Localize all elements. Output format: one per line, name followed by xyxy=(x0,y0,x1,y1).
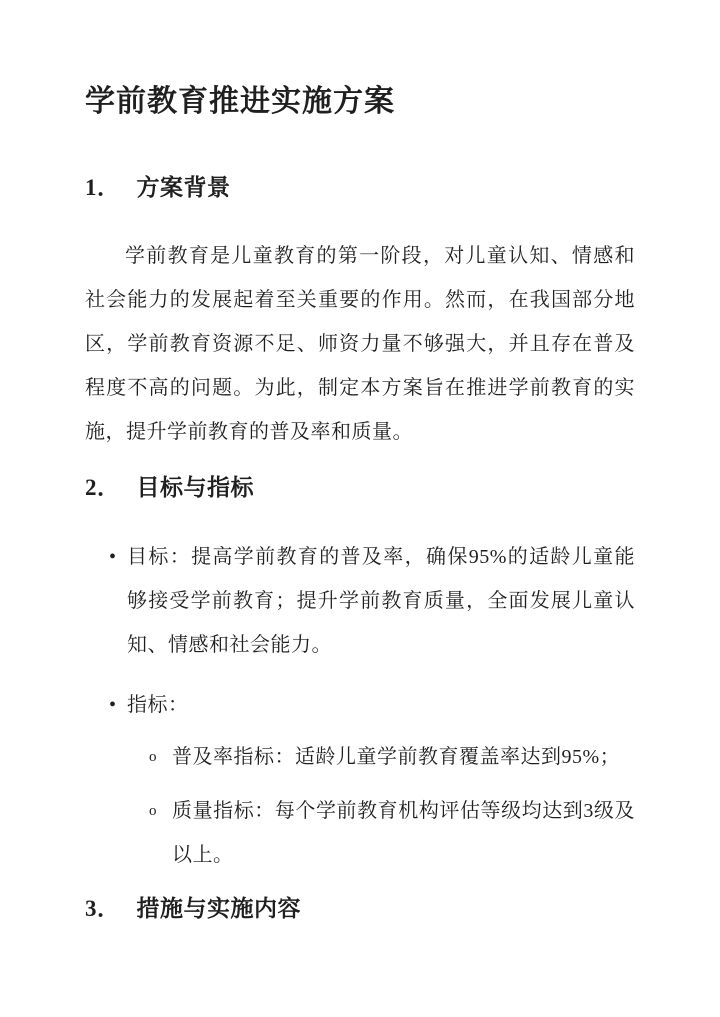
section-heading-background xyxy=(85,174,635,202)
sub-list-item-text: 质量指标：每个学前教育机构评估等级均达到3级及以上。 xyxy=(172,800,635,867)
list-item-text: 目标：提高学前教育的普及率，确保95%的适龄儿童能够接受学前教育；提升学前教育质量，全面发展儿童认知、情感和社会能力。 xyxy=(127,546,635,657)
section-number: 3． xyxy=(85,896,121,922)
goals-bullet-list xyxy=(85,535,635,877)
background-paragraph: 学前教育是儿童教育的第一阶段，对儿童认知、情感和社会能力的发展起着至关重要的作用。然而，在我国部分地区，学前教育资源不足、师资力量不够强大，并且存在普及程度不高的问题。为此，制定本方案旨在推进学前教育的实施，提升学前教育的普及率和质量。 xyxy=(85,244,635,443)
section-heading-text: 方案背景 xyxy=(136,175,231,200)
list-item-text: 指标： xyxy=(127,694,189,717)
bullet-dot-icon: • xyxy=(109,694,117,717)
bullet-dot-icon: • xyxy=(109,546,117,569)
list-item xyxy=(85,535,635,667)
sub-list-item xyxy=(127,735,635,779)
indicators-sub-list xyxy=(127,735,635,877)
section-heading-goals xyxy=(85,474,635,502)
sub-list-item xyxy=(127,789,635,877)
section-heading-text: 目标与指标 xyxy=(136,474,254,500)
section-number: 2． xyxy=(85,474,121,500)
section-heading-text: 措施与实施内容 xyxy=(136,896,301,922)
document-title: 学前教育推进实施方案 xyxy=(85,85,395,118)
sub-list-item-text: 普及率指标：适龄儿童学前教育覆盖率达到95%； xyxy=(172,746,621,769)
list-item xyxy=(85,683,635,877)
section-heading-measures xyxy=(85,895,635,923)
bullet-circle-icon: o xyxy=(149,749,157,766)
section-number: 1． xyxy=(85,175,121,200)
bullet-circle-icon: o xyxy=(149,803,157,820)
